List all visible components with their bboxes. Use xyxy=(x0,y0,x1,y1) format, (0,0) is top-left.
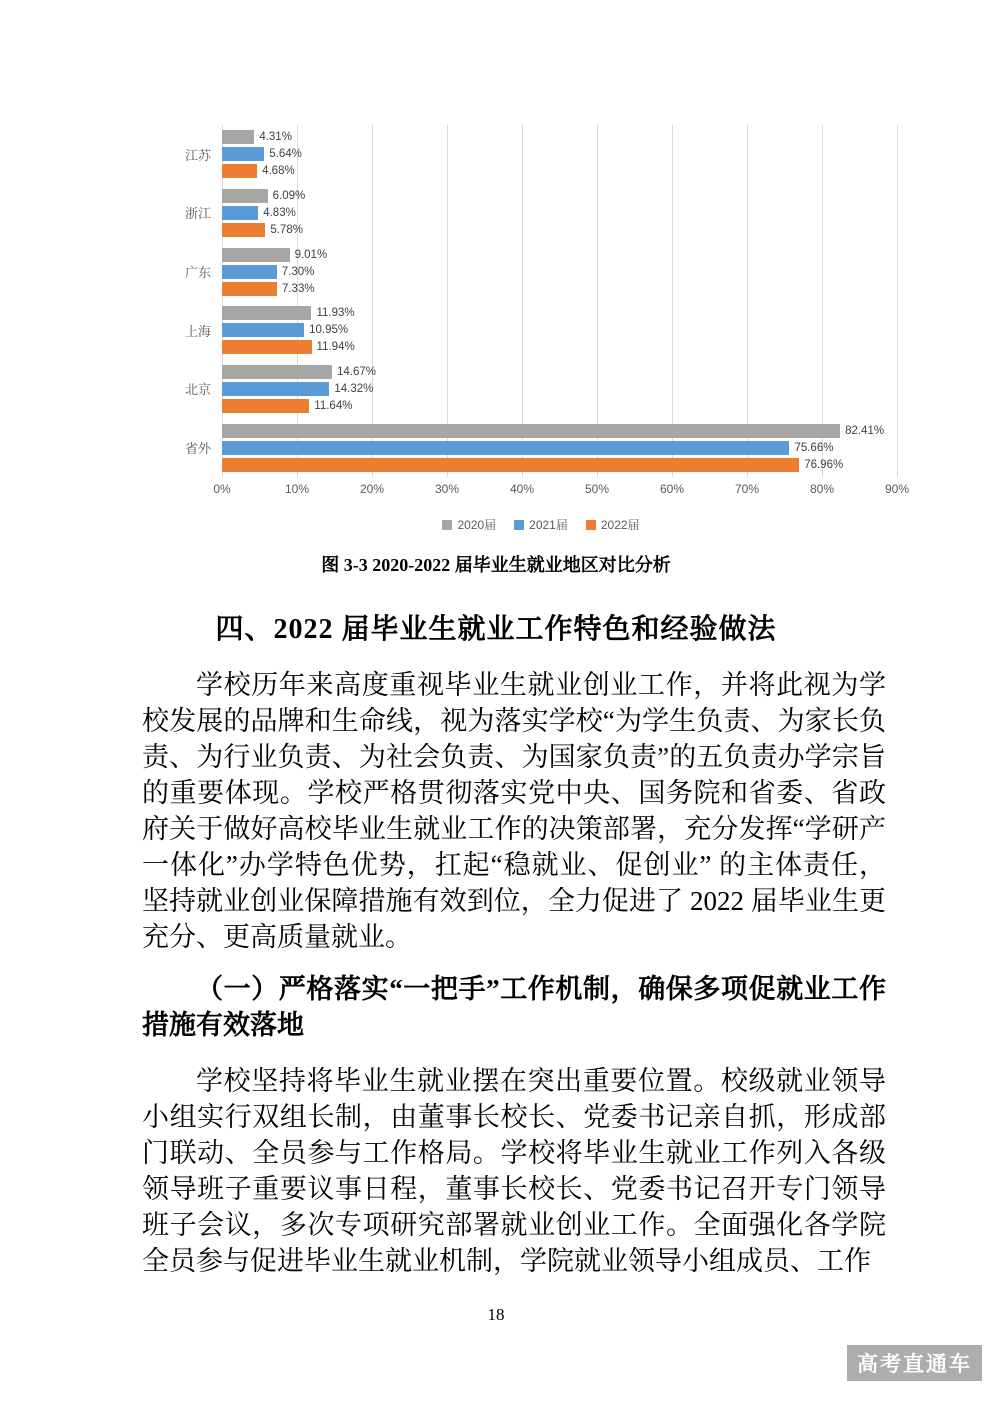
employment-region-chart xyxy=(185,125,910,533)
bar-cat3-series2 xyxy=(222,340,312,354)
bar-value-label-cat5-series2: 76.96% xyxy=(804,458,844,471)
bar-cat3-series1 xyxy=(222,323,304,337)
bar-cat4-series0 xyxy=(222,365,332,379)
bar-cat0-series1 xyxy=(222,147,264,161)
bar-value-label-cat1-series1: 4.83% xyxy=(263,207,296,219)
bar-value-label-cat1-series2: 5.78% xyxy=(270,224,303,236)
plot-grid xyxy=(222,125,897,477)
bar-cat4-series2 xyxy=(222,399,309,413)
x-tick-label-6: 60% xyxy=(659,482,685,496)
legend-label-0: 2020届 xyxy=(457,518,497,532)
legend-item-0 xyxy=(442,516,496,533)
bar-value-label-cat0-series0: 4.31% xyxy=(259,131,292,144)
bar-value-label-cat2-series2: 7.33% xyxy=(281,282,315,295)
bar-cat5-series2 xyxy=(222,458,799,472)
x-axis-ticks xyxy=(213,482,910,500)
category-label-1: 浙江 xyxy=(185,206,212,222)
bar-cat2-series1 xyxy=(222,265,277,279)
watermark: 高考直通车 xyxy=(847,1345,982,1381)
bar-cat2-series0 xyxy=(222,248,290,262)
category-label-5: 省外 xyxy=(185,441,212,457)
bar-value-label-cat5-series1: 75.66% xyxy=(794,441,834,454)
bar-value-label-cat3-series2: 11.94% xyxy=(316,341,355,354)
bar-cat4-series1 xyxy=(222,382,329,396)
x-tick-label-5: 50% xyxy=(584,482,610,496)
bar-value-label-cat4-series0: 14.67% xyxy=(337,366,377,378)
bar-value-label-cat3-series0: 11.93% xyxy=(316,307,355,320)
page-number: 18 xyxy=(487,1305,505,1324)
x-tick-label-7: 70% xyxy=(734,482,760,496)
bar-cat0-series2 xyxy=(222,164,257,178)
x-tick-label-8: 80% xyxy=(809,482,835,496)
bar-cat5-series1 xyxy=(222,441,789,455)
bar-value-label-cat0-series1: 5.64% xyxy=(269,148,302,161)
bar-value-label-cat4-series2: 11.64% xyxy=(314,400,353,412)
x-tick-label-9: 90% xyxy=(884,482,910,496)
category-label-4: 北京 xyxy=(185,382,212,398)
legend-item-1 xyxy=(514,516,568,533)
x-tick-label-0: 0% xyxy=(213,482,231,496)
section-heading: 四、2022 届毕业生就业工作特色和经验做法 xyxy=(215,614,777,645)
legend-swatch-0 xyxy=(442,520,452,530)
bar-value-label-cat0-series2: 4.68% xyxy=(262,165,295,178)
chart-legend xyxy=(185,516,897,533)
bar-cat2-series2 xyxy=(222,282,277,296)
bar-value-label-cat3-series1: 10.95% xyxy=(309,324,349,337)
figure-caption: 图 3-3 2020-2022 届毕业生就业地区对比分析 xyxy=(321,555,671,575)
category-axis xyxy=(185,125,219,477)
category-label-0: 江苏 xyxy=(185,147,212,163)
bar-value-label-cat4-series1: 14.32% xyxy=(334,383,374,395)
bar-chart-plot-area xyxy=(185,125,897,477)
category-label-2: 广东 xyxy=(185,265,212,281)
x-tick-label-4: 40% xyxy=(509,482,535,496)
bar-value-label-cat5-series0: 82.41% xyxy=(845,424,885,437)
legend-label-2: 2022届 xyxy=(600,518,640,532)
x-tick-label-2: 20% xyxy=(359,482,385,496)
body-content xyxy=(142,667,886,1279)
legend-swatch-2 xyxy=(586,520,596,530)
bar-value-label-cat2-series1: 7.30% xyxy=(281,265,315,278)
x-tick-label-3: 30% xyxy=(434,482,460,496)
legend-swatch-1 xyxy=(514,520,524,530)
bar-cat0-series0 xyxy=(222,130,254,144)
legend-label-1: 2021届 xyxy=(529,518,568,532)
paragraph-1: 学校历年来高度重视毕业生就业创业工作，并将此视为学校发展的品牌和生命线，视为落实学校“为学生负责、为家长负责、为行业负责、为社会负责、为国家负责”的五负责办学宗旨的重要体现。学校严格贯彻落实党中央、国务院和省委、省政府关于做好高校毕业生就业工作的决策部署，充分发挥“学研产一体化”办学特色优势，扛起“稳就业、促创业” 的主体责任，坚持就业创业保障措施有效到位，全力促进了 2022 届毕业生更充分、更高质量就业。 xyxy=(142,670,886,952)
bar-cat1-series2 xyxy=(222,223,265,237)
gridline-9 xyxy=(897,125,898,477)
bar-cat1-series1 xyxy=(222,206,258,220)
legend-item-2 xyxy=(586,516,640,533)
bar-cat1-series0 xyxy=(222,189,268,203)
bar-value-label-cat1-series0: 6.09% xyxy=(272,190,306,202)
subsection-heading: （一）严格落实“一把手”工作机制，确保多项促就业工作措施有效落地 xyxy=(142,974,886,1040)
bar-cat3-series0 xyxy=(222,306,311,320)
bar-cat5-series0 xyxy=(222,424,840,438)
bar-value-label-cat2-series0: 9.01% xyxy=(294,248,328,261)
category-label-3: 上海 xyxy=(185,323,212,339)
x-tick-label-1: 10% xyxy=(284,482,310,496)
paragraph-2: 学校坚持将毕业生就业摆在突出重要位置。校级就业领导小组实行双组长制，由董事长校长、党委书记亲自抓，形成部门联动、全员参与工作格局。学校将毕业生就业工作列入各级领导班子重要议事日程，董事长校长、党委书记召开专门领导班子会议，多次专项研究部署就业创业工作。全面强化各学院全员参与促进毕业生就业机制，学院就业领导小组成员、工作 xyxy=(142,1066,886,1276)
